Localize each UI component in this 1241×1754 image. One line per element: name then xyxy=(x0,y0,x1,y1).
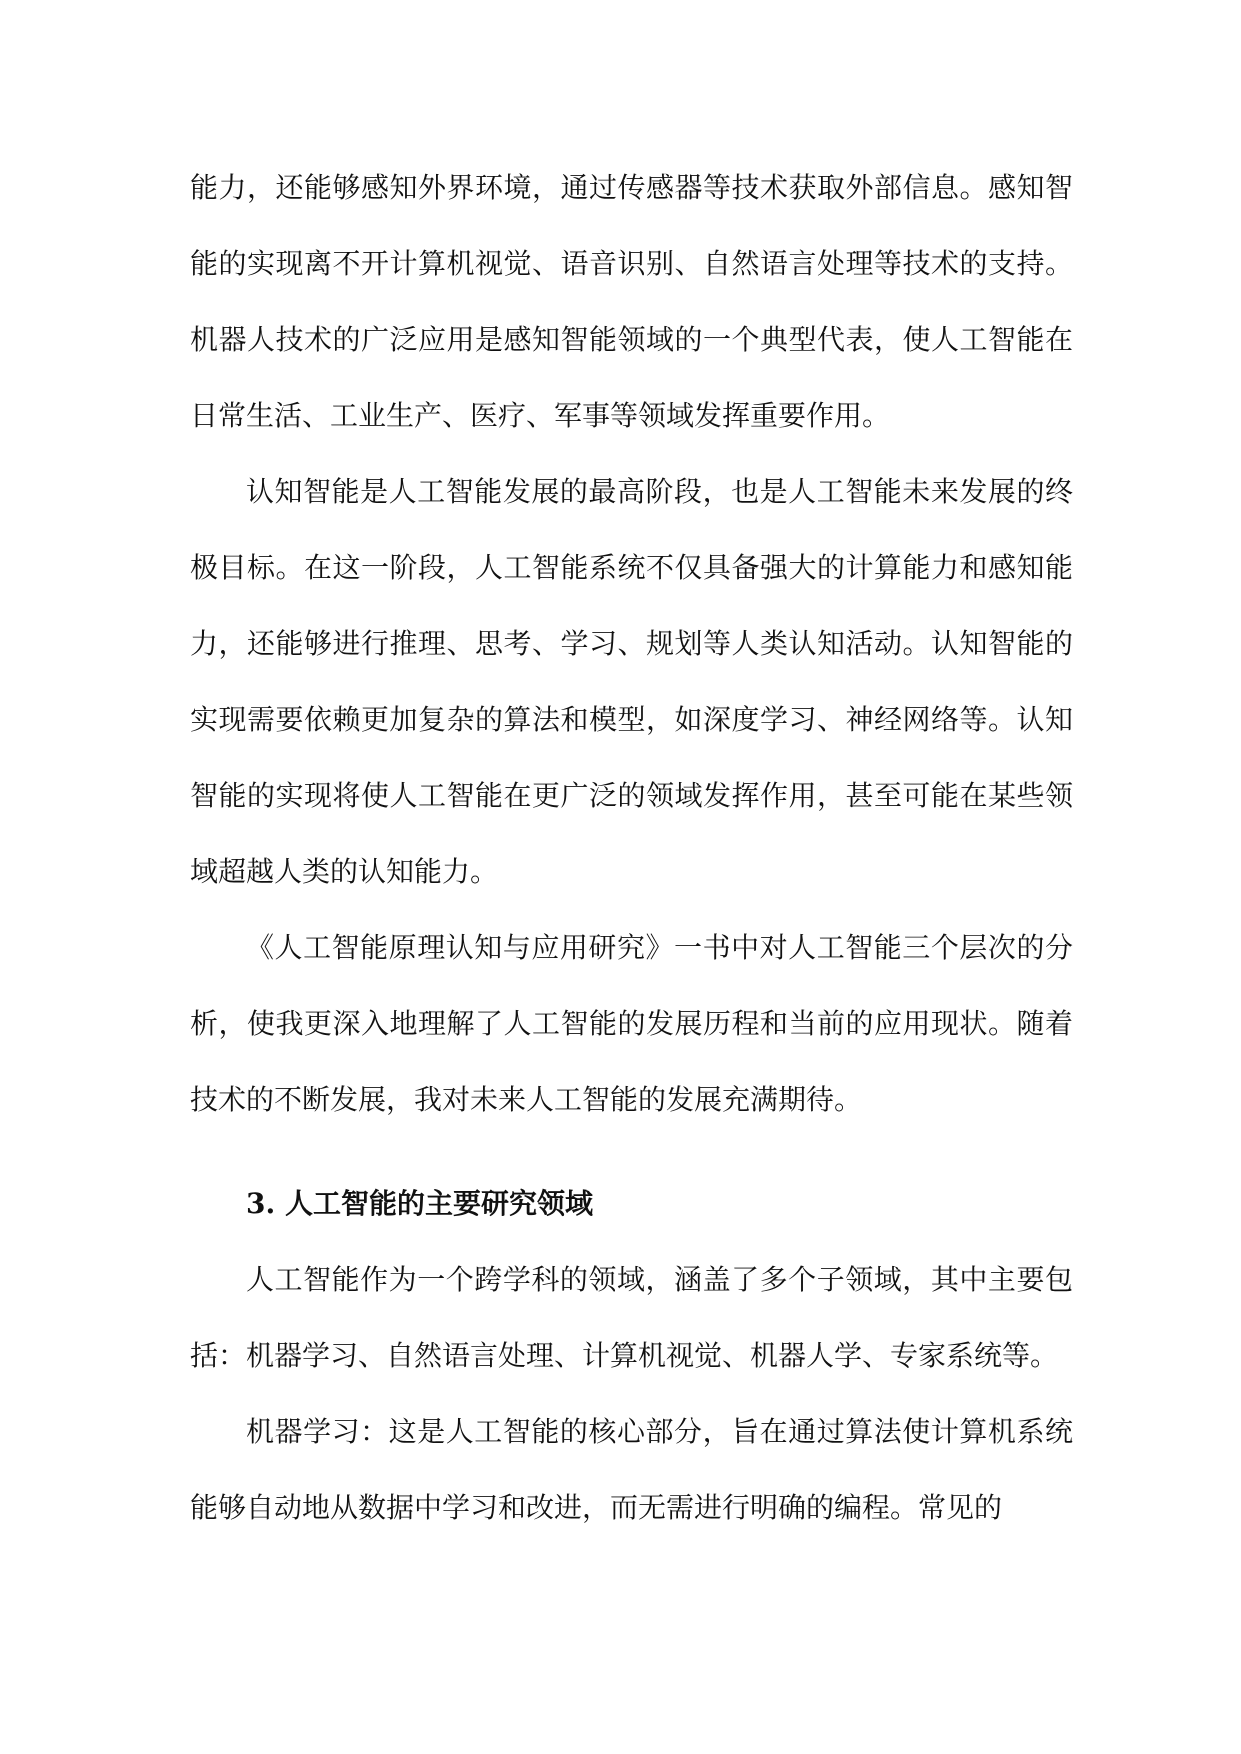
paragraph-research-fields-intro: 人工智能作为一个跨学科的领域，涵盖了多个子领域，其中主要包括：机器学习、自然语言处理、计算机视觉、机器人学、专家系统等。 xyxy=(190,1263,1073,1372)
paragraph-cognitive-intelligence: 认知智能是人工智能发展的最高阶段，也是人工智能未来发展的终极目标。在这一阶段，人工智能系统不仅具备强大的计算能力和感知能力，还能够进行推理、思考、学习、规划等人类认知活动。认知智能的实现需要依赖更加复杂的算法和模型，如深度学习、神经网络等。认知智能的实现将使人工智能在更广泛的领域发挥作用，甚至可能在某些领域超越人类的认知能力。 xyxy=(190,475,1073,888)
paragraph-machine-learning: 机器学习：这是人工智能的核心部分，旨在通过算法使计算机系统能够自动地从数据中学习和改进，而无需进行明确的编程。常见的 xyxy=(190,1415,1073,1524)
paragraph-book-reflection: 《人工智能原理认知与应用研究》一书中对人工智能三个层次的分析，使我更深入地理解了人工智能的发展历程和当前的应用现状。随着技术的不断发展，我对未来人工智能的发展充满期待。 xyxy=(190,931,1073,1116)
paragraph-perception-continued: 能力，还能够感知外界环境，通过传感器等技术获取外部信息。感知智能的实现离不开计算机视觉、语音识别、自然语言处理等技术的支持。机器人技术的广泛应用是感知智能领域的一个典型代表，使人工智能在日常生活、工业生产、医疗、军事等领域发挥重要作用。 xyxy=(190,171,1073,432)
section-heading: 3. 人工智能的主要研究领域 xyxy=(246,1187,593,1220)
